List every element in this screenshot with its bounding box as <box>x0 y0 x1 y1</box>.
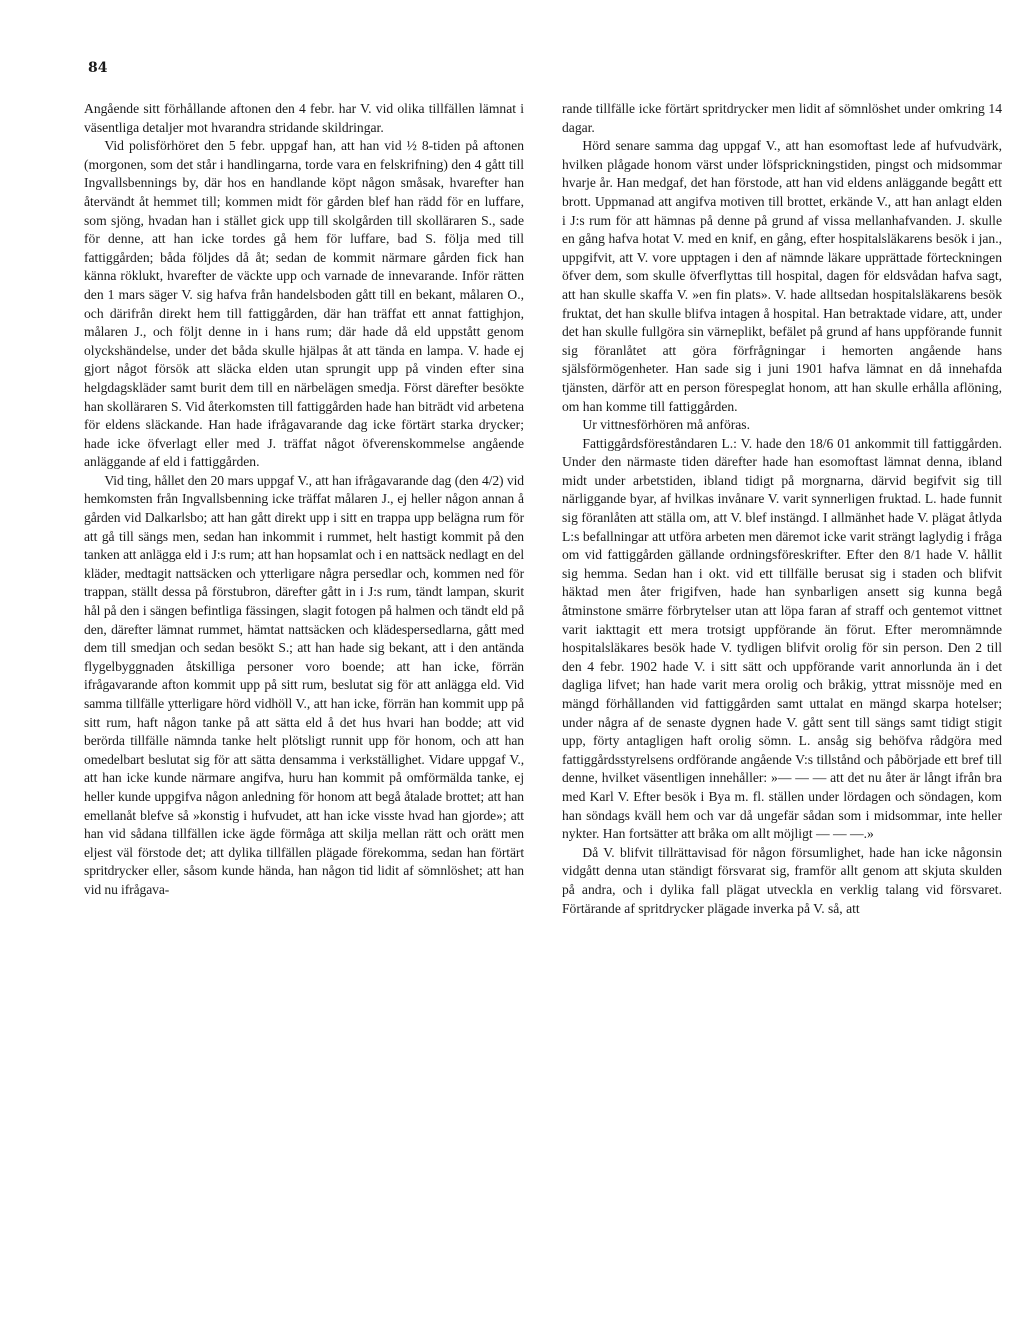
paragraph: Vid ting, hållet den 20 mars uppgaf V., att han ifrågavarande dag (den 4/2) vid hemkomsten från Ingvallsbenning icke träffat målaren J., ej heller någon annan å gården vid Dalkarlsbo; att han gått direkt upp i sitt en trappa upp belägna rum för att gå till sängs men, sedan han inkommit i rummet, helt hastigt kommit på den tanken att anlägga eld i J:s rum; att han hopsamlat och i en nattsäck nedlagt en del kläder, medtagit nattsäcken och ytterligare några persedlar och, kommen ned för trappan, ställt dessa på förstubron, därefter gått in i J:s rum, tändt lampan, skurit hål på den i sängen befintliga fässingen, slagit fotogen på halmen och tändt eld på den, därefter lämnat rummet, hämtat nattsäcken och klädespersedlarna, gått med dem till smedjan och sedan besökt S.; att han hade sig bekant, att i den antända flygelbyggnaden åtskilliga personer voro boende; att han icke, förrän ifrågavarande afton kommit upp på sitt rum, beslutat sig för att anlägga eld. Vid samma tillfälle ytterligare hörd vidhöll V., att han icke, förrän han kommit upp på sitt rum, haft någon tanke på att sätta eld å det hus hvari han bodde; att vid berörda tillfälle nämnda tanke helt plötsligt runnit upp för honom, och att han omedelbart beslutat sig för att sätta densamma i verkställighet. Vidare uppgaf V., att han icke kunde närmare angifva, huru han kommit på omförmälda tanke, ej heller kunde uppgifva någon anledning för honom att begå åtalade brottet; att han emellanåt blefve så »konstig i hufvudet, att han icke visste hvad han gjorde»; att han vid sådana tillfällen icke ägde förmåga att skilja mellan rätt och orätt men eljest väl förstode det; att dylika tillfällen plägade förekomma, sedan han förtärt spritdrycker eller, såsom kunde hända, han någon tid lidit af sömnlöshet; att han vid nu ifrågava- <box>84 472 524 897</box>
right-column <box>562 100 1002 918</box>
page-number: 84 <box>88 60 108 76</box>
paragraph: rande tillfälle icke förtärt spritdrycker men lidit af sömnlöshet under omkring 14 dagar. <box>562 101 1002 135</box>
paragraph: Fattiggårdsföreståndaren L.: V. hade den 18/6 01 ankommit till fattiggården. Under den närmaste tiden därefter hade han esomoftast lämnat denna, ibland midt under arbetstiden, ibland tidigt på morgnarna, därvid begifvit sig till närliggande byar, af hvilkas invånare V. varit synnerligen fruktad. L. hade funnit sig föranlåten att ställa om, att V. blef instängd. I allmänhet hade V. plägat åtlyda L:s befallningar att utföra arbeten men däremot icke varit strängt laglydig i fråga om vid fattiggården gällande ordningsföreskrifter. Efter den 8/1 hade V. hållit sig hemma. Sedan han i okt. vid ett tillfälle berusat sig i staden och blifvit häktad men åter frigifven, hade han synbarligen ansett sig kunna begå åtminstone smärre förbrytelser utan att löpa faran af straff och gentemot vittnet varit iakttagit ett mera trotsigt uppförande än förut. Efter meromnämnde hospitalsläkares besök hade V. tydligen blifvit orolig för sin person. Den 2 till den 4 febr. 1902 hade V. i sitt sätt och uppförande varit annorlunda än i det dagliga lifvet; han hade varit mera orolig och bråkig, yttrat missnöje med en mängd förhållanden vid fattiggården samt uttalat en mängd skarpa hotelser; under några af de senaste dygnen hade V. gått sent till sängs samt tidigt stigit upp, förty antagligen haft orolig sömn. L. ansåg sig behöfva rådgöra med fattiggårdsstyrelsens ordförande angående V:s tillstånd och påbörjade ett bref till denne, hvilket väsentligen innehåller: »— — — att det nu åter är långt ifrån bra med Karl V. Efter besök i Bya m. fl. ställen under lördagen och söndagen, kom han söndags kväll hem och var då ungefär sådan som i midsommar, inte heller nykter. Han fortsätter att bråka om allt möjligt — — —.» <box>562 435 1002 842</box>
paragraph: Ur vittnesförhören må anföras. <box>582 417 750 433</box>
paragraph: Angående sitt förhållande aftonen den 4 febr. har V. vid olika tillfällen lämnat i väsentliga detaljer mot hvarandra stridande skildringar. <box>84 101 524 135</box>
paragraph: Då V. blifvit tillrättavisad för någon försumlighet, hade han icke någonsin vidgått denna utan ständigt försvarat sig, framför allt genom att skjuta skulden på andra, och i dylika fall plägat utveckla en verklig talang vid försvaret. Förtärande af spritdrycker plägade inverka på V. så, att <box>562 844 1002 916</box>
paragraph: Hörd senare samma dag uppgaf V., att han esomoftast lede af hufvudvärk, hvilken plågade honom värst under löfsprickningstiden, pingst och midsommar hvarje år. Han medgaf, det han förstode, att han vid eldens anläggande begått ett brott. Uppmanad att angifva motiven till brottet, erkände V., att han anlagt elden i J:s rum för att hämnas på denne på grund af vissa mellanhafvanden. J. skulle en gång hafva hotat V. med en knif, en gång, efter hospitalsläkarens besök i jan., uppgifvit, att V. vore upptagen i den af nämnde läkare upprättade förteckningen öfver dem, som skulle öfverflyttas till hospital, dagen för eldsvådan hafva sagt, att han skulle skaffa V. »en fin plats». V. hade alltsedan hospitalsläkarens besök fruktat, det han skulle blifva intagen å hospital. Han betraktade vidare, att, under det han skulle fullgöra sin värneplikt, befälet på grund af hans uppförande funnit sig föranlåtet att göra förfrågningar i hemorten angående hans själsförmögenheter. Han sade sig i juni 1901 hafva lämnat en då innehafda tjänsten, därför att en person förespeglat honom, att han skulle erhålla aflöning, om han komme till fattiggården. <box>562 138 1002 414</box>
left-column <box>84 100 524 900</box>
paragraph: Vid polisförhöret den 5 febr. uppgaf han, att han vid ½ 8-tiden på aftonen (morgonen, som det står i handlingarna, torde vara en felskrifning) den 4 gått till Ingvallsbennings by, där hos en handlande köpt någon småsak, hvarefter han återvändt åt hemmet till; kommen midt för gården blef han rädd för en luffare, som sjöng, hvadan han i stället gick upp till skolgården till skolläraren S., sade för denne, att han icke tordes gå hem för luffare, bad S. följa med till fattiggården; båda följdes då åt; sedan de kommit närmare gården fick han känna röklukt, hvarefter de väckte upp och varnade de innevarande. Inför rätten den 1 mars säger V. sig hafva från handelsboden gått till en bekant, målaren O., och därifrån direkt hem till fattiggården, där han träffat ett annat fattighjon, målaren J., och följt denne in i hans rum; där hade då eld uppstått genom olyckshändelse, under det båda skulle hjälpas åt att tända en lampa. V. hade ej gjort något försök att släcka elden utan sprungit upp på vinden efter sina helgdagskläder samt burit dem till en närbelägen smedja. Först därefter besökte han skolläraren S. Vid återkomsten till fattiggården hade han biträdt vid arbetena för eldens släckande. Han hade ifrågavarande dag icke förtärt starka drycker; hade icke öfverlagt eller med J. träffat något öfverenskommelse angående anläggande af eld i fattiggården. <box>84 138 524 470</box>
